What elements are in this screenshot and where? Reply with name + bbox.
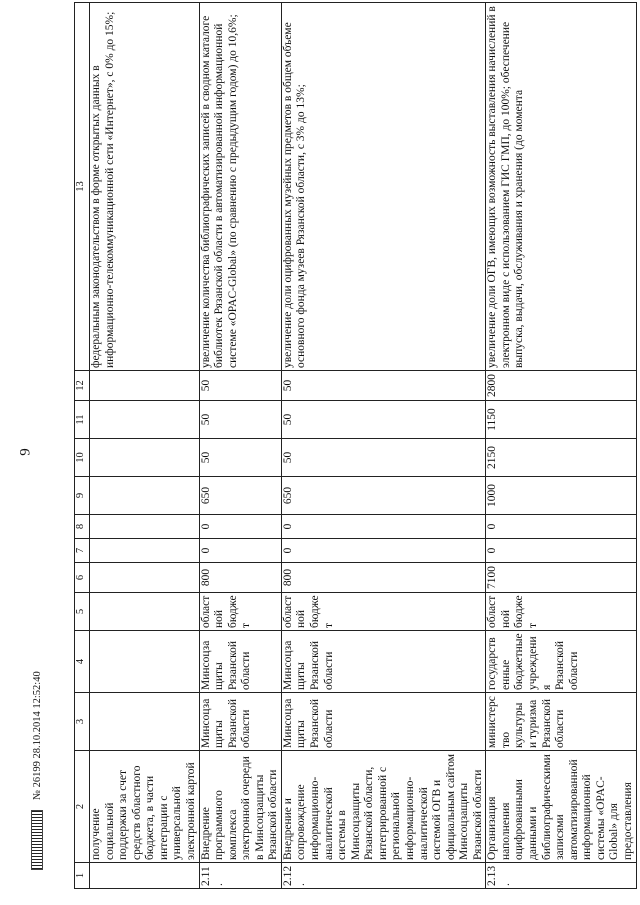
col-header-13: 13 — [75, 3, 90, 371]
col-header-9: 9 — [75, 477, 90, 515]
table-cell-col-5: областной бюджет — [199, 593, 281, 631]
table-cell-col-5: областной бюджет — [486, 593, 636, 631]
table-cell-col-8 — [90, 515, 200, 539]
table-cell-col-9: 1000 — [486, 477, 636, 515]
table-cell-col-6: 7100 — [486, 563, 636, 593]
table-cell-col-4: Минсоцзащиты Рязанской области — [281, 631, 485, 693]
table-cell-col-11: 50 — [281, 401, 485, 439]
table-cell-col-5 — [90, 593, 200, 631]
table-cell-col-10 — [90, 439, 200, 477]
table-cell-col-6: 800 — [281, 563, 485, 593]
table-cell-col-5: областной бюджет — [281, 593, 485, 631]
table-cell-col-8: 0 — [281, 515, 485, 539]
table-cell-col-6: 800 — [199, 563, 281, 593]
table-cell-col-12 — [90, 371, 200, 401]
page-number: 9 — [17, 448, 34, 456]
table-cell-col-9 — [90, 477, 200, 515]
col-header-10: 10 — [75, 439, 90, 477]
table-cell-col-1: 2.12. — [281, 863, 485, 889]
rotated-page-content — [60, 0, 640, 905]
col-header-8: 8 — [75, 515, 90, 539]
header-row — [75, 3, 90, 889]
col-header-11: 11 — [75, 401, 90, 439]
table-cell-col-11: 1150 — [486, 401, 636, 439]
table-cell-col-2: Внедрение и сопровождение информационно-аналитической системы в Минсоцзащиты Рязанской области, интегрированной с региональной информационно-аналитической системой ОГВ и официальным сайтом Минсоцзащиты Рязанской области — [281, 751, 485, 863]
col-header-3: 3 — [75, 693, 90, 751]
table-cell-col-3 — [90, 693, 200, 751]
table-cell-col-4 — [90, 631, 200, 693]
registration-number: № 26199 28.10.2014 12:52:40 — [31, 671, 43, 800]
table-cell-col-12: 50 — [281, 371, 485, 401]
table-cell-col-7: 0 — [281, 539, 485, 563]
table-cell-col-10: 50 — [281, 439, 485, 477]
table-cell-col-13: увеличение доли оцифрованных музейных предметов в общем объеме основного фонда музеев Рязанской области, с 3% до 13%; — [281, 3, 485, 371]
table-cell-col-6 — [90, 563, 200, 593]
table-cell-col-10: 2150 — [486, 439, 636, 477]
col-header-12: 12 — [75, 371, 90, 401]
table-cell-col-1: 2.11. — [199, 863, 281, 889]
table-cell-col-1: 2.13. — [486, 863, 636, 889]
table-cell-col-7: 0 — [486, 539, 636, 563]
table-cell-col-12: 2800 — [486, 371, 636, 401]
program-activities-table — [74, 2, 637, 889]
col-header-5: 5 — [75, 593, 90, 631]
table-cell-col-11 — [90, 401, 200, 439]
table-cell-col-13: увеличение количества библиографических записей в сводном каталоге библиотек Рязанской области в автоматизированной информационной системе «OPAC-Global» (по сравнению с предыдущим годом) до 10,6%; — [199, 3, 281, 371]
table-cell-col-3: министерство культуры и туризма Рязанской области — [486, 693, 636, 751]
col-header-6: 6 — [75, 563, 90, 593]
registration-stamp — [28, 570, 46, 870]
table-cell-col-9: 650 — [281, 477, 485, 515]
col-header-4: 4 — [75, 631, 90, 693]
table-cell-col-4: государственные бюджетные учреждения Рязанской области — [486, 631, 636, 693]
col-header-1: 1 — [75, 863, 90, 889]
table-cell-col-9: 650 — [199, 477, 281, 515]
table-cell-col-13: федеральным законодательством в форме открытых данных в информационно-телекоммуникационной сети «Интернет», с 0% до 15%; — [90, 3, 200, 371]
table-cell-col-4: Минсоцзащиты Рязанской области — [199, 631, 281, 693]
table-cell-col-3: Минсоцзащиты Рязанской области — [281, 693, 485, 751]
table-cell-col-13: увеличение доли ОГВ, имеющих возможность выставления начислений в электронном виде с использованием ГИС ГМП, до 100%; обеспечение выпуска, выдачи, обслуживания и хранения (до момента — [486, 3, 636, 371]
table-cell-col-7: 0 — [199, 539, 281, 563]
table-cell-col-12: 50 — [199, 371, 281, 401]
table-cell-col-2: Внедрение программного комплекса электронной очереди в Минсоцзащиты Рязанской области — [199, 751, 281, 863]
table-cell-col-3: Минсоцзащиты Рязанской области — [199, 693, 281, 751]
table-row — [486, 3, 636, 889]
table-cell-col-7 — [90, 539, 200, 563]
table-cell-col-1 — [90, 863, 200, 889]
table-cell-col-8: 0 — [486, 515, 636, 539]
table-cell-col-8: 0 — [199, 515, 281, 539]
table-cell-col-2: Организация наполнения оцифрованными данными и библиографическими записями автоматизированной информационной системы «OPAC-Global» для предоставления — [486, 751, 636, 863]
table-cell-col-2: получение социальной поддержки за счет средств областного бюджета, в части интеграции с универсальной электронной картой — [90, 751, 200, 863]
table-row — [199, 3, 281, 889]
table-cell-col-10: 50 — [199, 439, 281, 477]
table-row — [90, 3, 200, 889]
col-header-2: 2 — [75, 751, 90, 863]
table-cell-col-11: 50 — [199, 401, 281, 439]
table-row — [281, 3, 485, 889]
col-header-7: 7 — [75, 539, 90, 563]
barcode-icon — [31, 810, 43, 870]
